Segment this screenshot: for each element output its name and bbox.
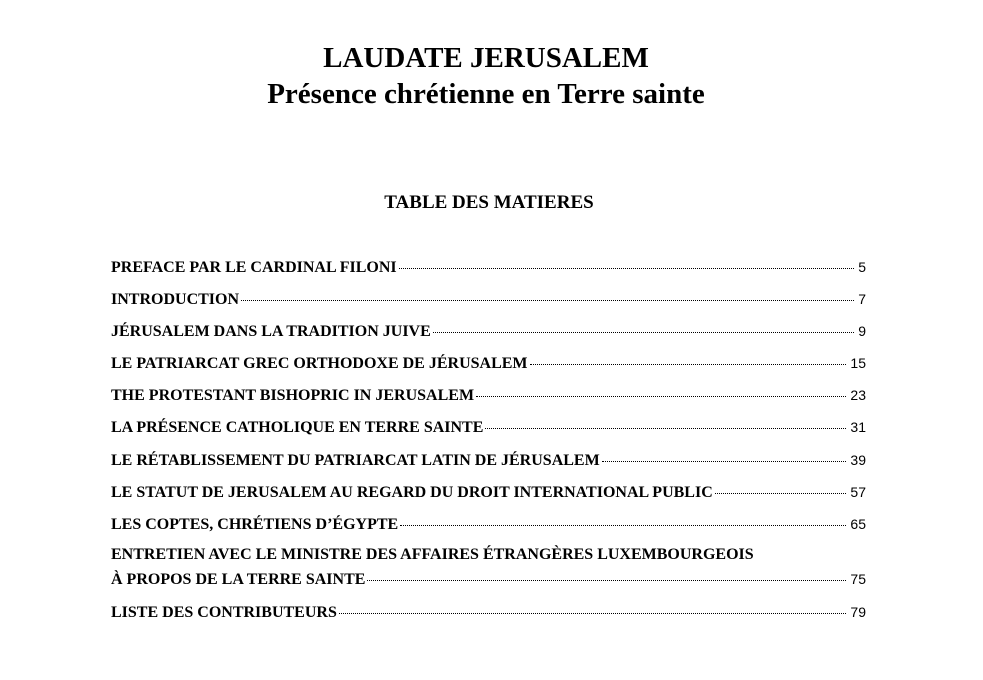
toc-entry-patriarcat-grec[interactable]: [111, 352, 866, 376]
toc-page-number: 75: [850, 571, 866, 587]
dot-leader: [485, 428, 846, 429]
toc-entry-presence-catholique[interactable]: [111, 416, 866, 440]
toc-page-number: 31: [850, 419, 866, 435]
toc-entry-title: PREFACE PAR LE CARDINAL FILONI: [111, 259, 397, 276]
toc-heading: TABLE DES MATIERES: [384, 192, 594, 213]
toc-entry-title: JÉRUSALEM DANS LA TRADITION JUIVE: [111, 323, 431, 340]
document-subtitle: Présence chrétienne en Terre sainte: [267, 78, 705, 110]
toc-entry-contributeurs[interactable]: [111, 601, 866, 625]
toc-entry-statut-jerusalem[interactable]: [111, 481, 866, 505]
toc-page-number: 57: [850, 484, 866, 500]
toc-entry-jerusalem-tradition-juive[interactable]: [111, 320, 866, 344]
toc-page-number: 23: [850, 387, 866, 403]
toc-page-number: 5: [858, 259, 866, 275]
dot-leader: [602, 461, 847, 462]
toc-page-number: 65: [850, 516, 866, 532]
dot-leader: [530, 364, 847, 365]
toc-entry-title-line2: À PROPOS DE LA TERRE SAINTE: [111, 571, 366, 588]
toc-entry-preface[interactable]: [111, 256, 866, 280]
toc-entry-title: LE STATUT DE JERUSALEM AU REGARD DU DROIT INTERNATIONAL PUBLIC: [111, 484, 713, 501]
toc-entry-line2: [111, 568, 866, 592]
dot-leader: [433, 332, 854, 333]
toc-entry-introduction[interactable]: [111, 288, 866, 312]
dot-leader: [400, 525, 846, 526]
toc-page-number: 39: [850, 452, 866, 468]
toc-entry-entretien-ministre[interactable]: [111, 544, 866, 592]
toc-entry-title: LES COPTES, CHRÉTIENS D’ÉGYPTE: [111, 516, 399, 533]
dot-leader: [367, 580, 846, 581]
toc-entry-protestant-bishopric[interactable]: [111, 384, 866, 408]
toc-entry-patriarcat-latin[interactable]: [111, 449, 866, 473]
toc-entry-title: LE PATRIARCAT GREC ORTHODOXE DE JÉRUSALEM: [111, 355, 528, 372]
toc-entry-title: LE RÉTABLISSEMENT DU PATRIARCAT LATIN DE JÉRUSALEM: [111, 452, 600, 469]
toc-page-number: 79: [850, 604, 866, 620]
toc-entry-coptes[interactable]: [111, 513, 866, 537]
dot-leader: [241, 300, 854, 301]
document-title: LAUDATE JERUSALEM: [323, 42, 649, 74]
toc-entry-title: INTRODUCTION: [111, 291, 240, 308]
dot-leader: [339, 613, 847, 614]
toc-entry-title: LA PRÉSENCE CATHOLIQUE EN TERRE SAINTE: [111, 419, 484, 436]
toc-page-number: 15: [850, 355, 866, 371]
dot-leader: [476, 396, 846, 397]
toc-entry-title: LISTE DES CONTRIBUTEURS: [111, 604, 337, 621]
dot-leader: [715, 493, 847, 494]
toc-entry-title-line1: ENTRETIEN AVEC LE MINISTRE DES AFFAIRES ÉTRANGÈRES LUXEMBOURGEOIS: [111, 546, 754, 563]
toc-page-number: 7: [858, 291, 866, 307]
toc-entry-title: THE PROTESTANT BISHOPRIC IN JERUSALEM: [111, 387, 475, 404]
dot-leader: [399, 268, 855, 269]
toc-page-number: 9: [858, 323, 866, 339]
